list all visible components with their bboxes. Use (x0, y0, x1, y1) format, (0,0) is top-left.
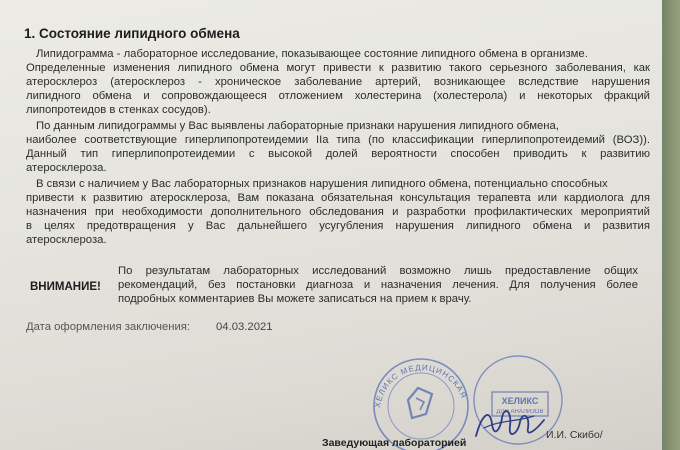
paragraph-line: привести к развитию атеросклероза, Вам показана обязательная консультация терапевта или кардиолога для (26, 192, 650, 204)
paragraph-line: Липидограмма - лабораторное исследование, показывающее состояние липидного обмена в организме. (36, 48, 588, 60)
paragraph-line: липидного обмена и сопровождающееся отложением холестерина (холестерола) и некоторых фракций (26, 90, 650, 102)
paragraph-line: в целях предотвращения у Вас дальнейшего усугубления нарушения липидного обмена и развития (26, 220, 650, 232)
signature-name: И.И. Скибо/ (546, 429, 603, 441)
notice-line: подробных комментариев Вы можете записаться на прием к врачу. (118, 293, 472, 305)
head-of-lab-label: Заведующая лабораторией (322, 437, 467, 449)
signature-icon (472, 400, 552, 446)
section-title: 1. Состояние липидного обмена (24, 26, 240, 41)
attention-label: ВНИМАНИЕ! (30, 281, 101, 293)
date-value: 04.03.2021 (216, 321, 273, 333)
paragraph-line: атеросклероз (атеросклероз - хроническое заболевание артерий, возникающее вследствие нарушения (26, 76, 650, 88)
paragraph-line: атеросклероза. (26, 162, 107, 174)
stamp-brand: ХЕЛИКС (501, 396, 539, 406)
stamp-subtext: ДЛЯ АНАЛИЗОВ (496, 409, 544, 415)
paragraph-line: Данный тип гиперлипопротеидемии с высокой долей вероятности способен приводить к развитию (26, 148, 650, 160)
stamp-text: ХЕЛИКС МЕДИЦИНСКАЯ (372, 363, 469, 409)
paragraph-line: В связи с наличием у Вас лабораторных признаков нарушения липидного обмена, потенциально способных (36, 178, 608, 190)
paragraph-line: назначения при необходимости дополнительного обследования и разработки профилактических мероприятий (26, 206, 650, 218)
notice-line: По результатам лабораторных исследований возможно лишь предоставление общих (118, 265, 638, 277)
round-stamp-icon (366, 348, 476, 450)
notice-line: рекомендаций, без постановки диагноза и назначения лечения. Для получения более (118, 279, 638, 291)
paragraph-line: атеросклероза. (26, 234, 107, 246)
paragraph-line: липопротеидов в стенках сосудов). (26, 104, 211, 116)
paragraph-line: Определенные изменения липидного обмена могут привести к развитию такого серьезного заболевания, как (26, 62, 650, 74)
paragraph-line: наиболее соответствующие гиперлипопротеидемии IIa типа (по классификации гиперлипопротеидемий (ВОЗ)). (26, 134, 650, 146)
date-label: Дата оформления заключения: (26, 321, 191, 333)
paragraph-line: По данным липидограммы у Вас выявлены лабораторные признаки нарушения липидного обмена, (36, 120, 559, 132)
